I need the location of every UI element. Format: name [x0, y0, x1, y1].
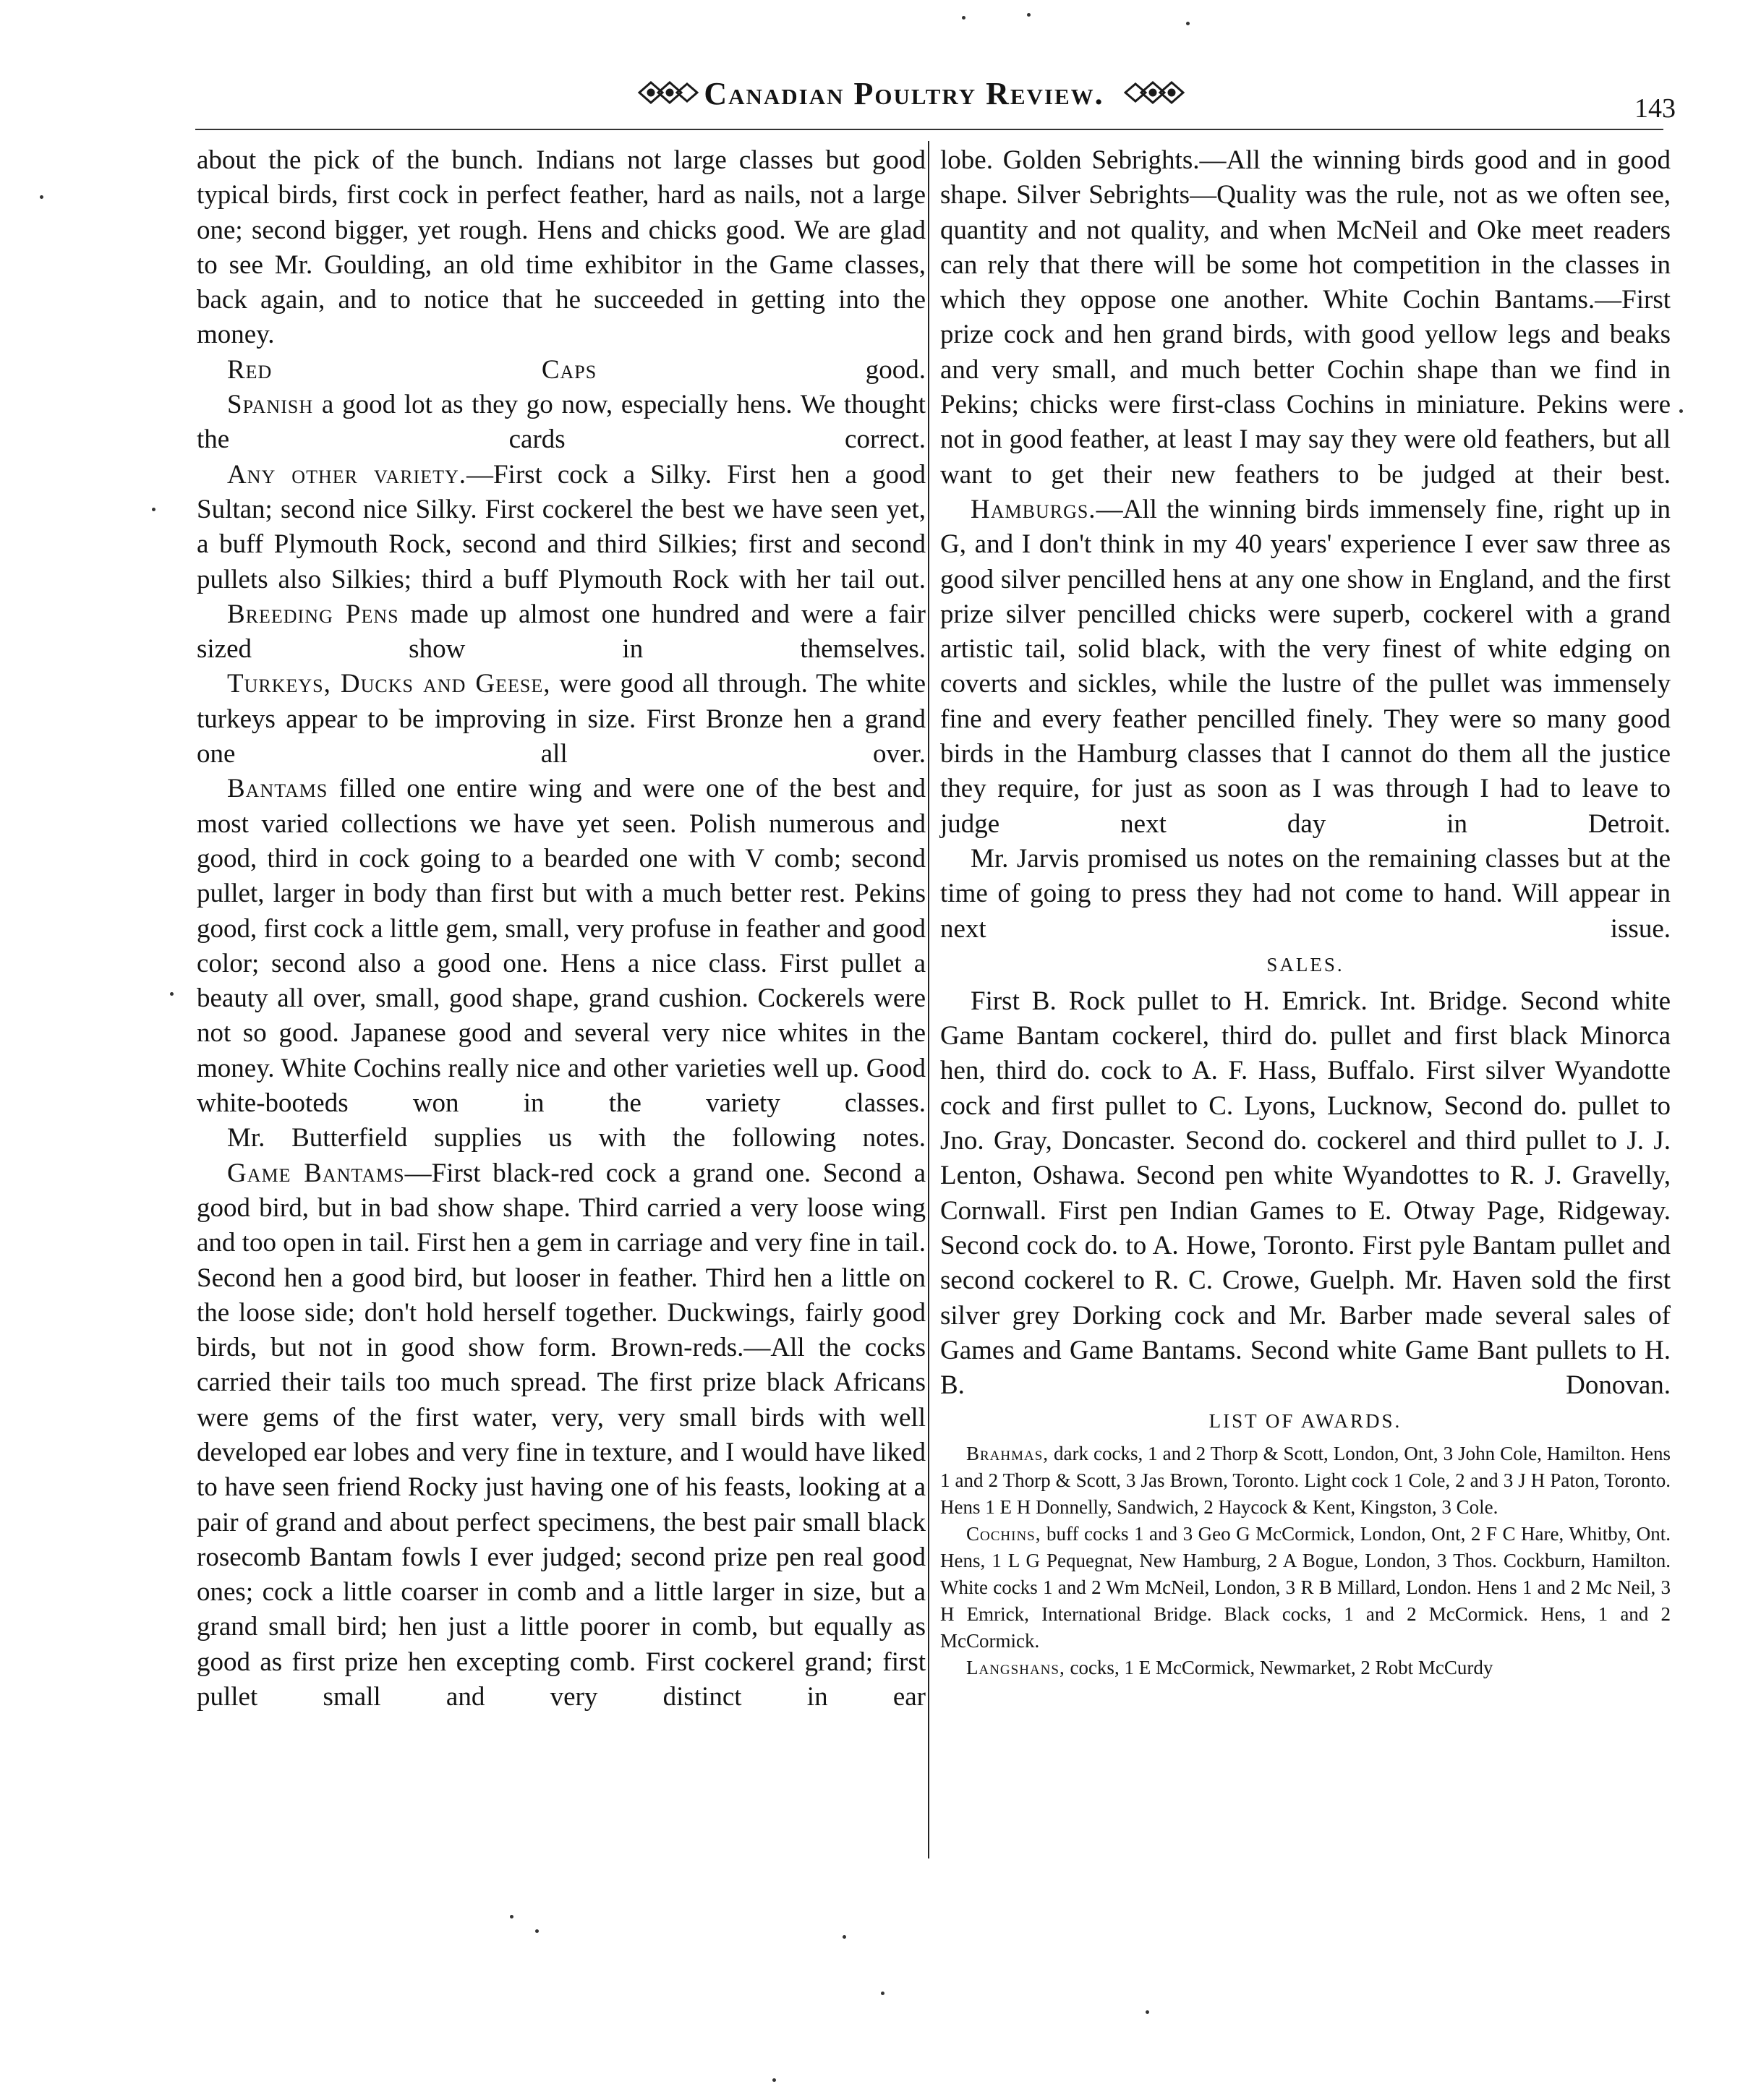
paragraph: Mr. Butterfield supplies us with the following notes.	[227, 1123, 926, 1153]
scan-speck	[772, 2078, 776, 2082]
section-lead: Hamburgs.	[971, 494, 1096, 524]
award-entry: Brahmas, dark cocks, 1 and 2 Thorp & Scott, London, Ont, 3 John Cole, Hamilton. Hens 1 and 2 Thorp & Scott, 3 Jas Brown, Toronto. Light cock 1 Cole, 2 and 3 J H Paton, Toronto. Hens 1 E H Donnelly, Sandwich, 2 Haycock & Kent, Kingston, 3 Cole.	[940, 1443, 1671, 1519]
paragraph: Turkeys, Ducks and Geese, were good all through. The white turkeys appear to be improving in size. First Bronze hen a grand one all over.	[197, 669, 926, 769]
paragraph: Mr. Jarvis promised us notes on the remaining classes but at the time of going to press they had not come to hand. Will appear in next issue.	[940, 843, 1671, 944]
paragraph: lobe. Golden Sebrights.—All the winning birds good and in good shape. Silver Sebrights—Quality was the rule, not as we often see, quantity and not quality, and when McNeil and Oke meet readers can rely that there will be some hot competition in the classes in which they oppose one another. White Cochin Bantams.—First prize cock and hen grand birds, with good yellow legs and beaks and very small, and much better Cochin shape than we find in Pekins; chicks were first-class Cochins in miniature. Pekins were not in good feather, at least I may say they were old feathers, but all want to get their new feathers to be judged at their best.	[940, 145, 1671, 490]
paragraph: Any other variety.—First cock a Silky. First hen a good Sultan; second nice Silky. First cockerel the best we have seen yet, a buff Plymouth Rock, second and third Silkies; first and second pullets also Silkies; third a buff Plymouth Rock with her tail out.	[197, 459, 926, 594]
scan-speck	[535, 1929, 539, 1933]
award-entry: Langshans, cocks, 1 E McCormick, Newmarket, 2 Robt McCurdy	[966, 1657, 1493, 1679]
ornament-left-icon	[636, 77, 699, 108]
paragraph: about the pick of the bunch. Indians not large classes but good typical birds, first cock in perfect feather, hard as nails, not a large one; second bigger, yet rough. Hens and chicks good. We are glad to see Mr. Goulding, an old time exhibitor in the Game classes, back again, and to notice that he succeeded in getting into the money.	[197, 145, 926, 350]
section-lead: Red Caps	[227, 354, 597, 385]
sales-paragraph: First B. Rock pullet to H. Emrick. Int. Bridge. Second white Game Bantam cockerel, third do. pullet and first black Minorca hen, third do. cock to A. F. Hass, Buffalo. First silver Wyandotte cock and first pullet to C. Lyons, Lucknow, Second do. pullet to Jno. Gray, Doncaster. Second do. cockerel and third pullet to J. J. Lenton, Oshawa. Second pen white Wyandottes to R. J. Gravelly, Cornwall. First pen Indian Games to E. Otway Page, Ridgeway. Second cock do. to A. Howe, Toronto. First pyle Bantam pullet and second cockerel to R. C. Crowe, Guelph. Mr. Haven sold the first silver grey Dorking cock and Mr. Barber made several sales of Games and Game Bantams. Second white Game Bant pullets to H. B. Donovan.	[940, 986, 1671, 1401]
section-lead: Spanish	[227, 390, 314, 420]
section-lead: Bantams	[227, 774, 328, 804]
scan-speck	[843, 1935, 846, 1939]
scan-speck	[170, 992, 174, 996]
section-lead: Any other variety.	[227, 459, 466, 490]
award-entry: Cochins, buff cocks 1 and 3 Geo G McCormick, London, Ont, 2 F C Hare, Whitby, Ont. Hens, 1 L G Pequegnat, New Hamburg, 2 A Bogue, London, 3 Thos. Cockburn, Hamilton. White cocks 1 and 2 Wm McNeil, London, 3 R B Millard, London. Hens 1 and 2 Mc Neil, 3 H Emrick, International Bridge. Black cocks, 1 and 2 McCormick. Hens, 1 and 2 McCormick.	[940, 1523, 1671, 1652]
left-column	[197, 143, 926, 1715]
section-lead: Game Bantams	[227, 1158, 405, 1188]
sales-heading: SALES.	[1266, 953, 1344, 976]
page-number: 143	[1634, 93, 1676, 124]
scan-speck	[962, 16, 965, 20]
right-column	[940, 143, 1671, 1681]
paragraph: Spanish a good lot as they go now, especially hens. We thought the cards correct.	[197, 390, 926, 455]
header-rule	[195, 129, 1663, 130]
scan-speck	[1027, 13, 1031, 17]
scan-speck	[1146, 2010, 1149, 2014]
scan-speck	[40, 195, 43, 199]
section-lead: Breeding Pens	[227, 599, 399, 629]
awards-heading: LIST OF AWARDS.	[1208, 1410, 1402, 1433]
paragraph: Game Bantams—First black-red cock a grand one. Second a good bird, but in bad show shape. Third carried a very loose wing and too open in tail. First hen a gem in carriage and very fine in tail. Second hen a good bird, but looser in feather. Third hen a little on the loose side; don't hold herself together. Duckwings, fairly good birds, but not in good show form. Brown-reds.—All the cocks carried their tails too much spread. The first prize black Africans were gems of the first water, very, very small birds with well developed ear lobes and very fine in texture, and I would have liked to have seen friend Rocky just having one of his feasts, looking at a pair of grand and about perfect specimens, the best pair small black rosecomb Bantam fowls I ever judged; second prize pen real good ones; cock a little coarser in comb and a little larger in size, but a grand small bird; hen just a little poorer in comb, but equally as good as first prize hen excepting comb. First cockerel grand; first pullet small and very distinct in ear	[197, 1158, 926, 1712]
scan-speck	[510, 1915, 513, 1918]
section-lead: Brahmas,	[966, 1443, 1049, 1465]
scan-speck	[1679, 409, 1683, 413]
scan-speck	[152, 508, 155, 511]
scan-speck	[881, 1992, 884, 1995]
section-lead: Langshans,	[966, 1657, 1065, 1679]
paragraph: Bantams filled one entire wing and were one of the best and most varied collections we have yet seen. Polish numerous and good, third in cock going to a bearded one with V comb; second pullet, larger in body than first but with a much better rest. Pekins good, first cock a little gem, small, very profuse in feather and good color; second also a good one. Hens a nice class. First pullet a beauty all over, small, good shape, grand cushion. Cockerels were not so good. Japanese good and several very nice whites in the money. White Cochins really nice and other varieties well up. Good white-booteds won in the variety classes.	[197, 774, 926, 1119]
paragraph: Red Caps good.	[227, 354, 926, 385]
publication-title: Canadian Poultry Review.	[704, 75, 1104, 111]
masthead	[636, 67, 1186, 124]
ornament-right-icon	[1124, 77, 1186, 108]
section-lead: Turkeys, Ducks and Geese,	[227, 669, 551, 699]
paragraph: Hamburgs.—All the winning birds immensely fine, right up in G, and I don't think in my 40 years' experience I ever saw three as good silver pencilled hens at any one show in England, and the first prize silver pencilled chicks were superb, cockerel with a grand artistic tail, solid black, with the very finest of white edging on coverts and sickles, while the lustre of the pullet was immensely fine and every feather pencilled finely. They were so many good birds in the Hamburg classes that I cannot do them all the justice they require, for just as soon as I was through I had to leave to judge next day in Detroit.	[940, 494, 1671, 839]
section-lead: Cochins,	[966, 1523, 1041, 1545]
scan-speck	[1186, 22, 1190, 25]
column-divider	[928, 141, 929, 1858]
paragraph: Breeding Pens made up almost one hundred and were a fair sized show in themselves.	[197, 599, 926, 665]
